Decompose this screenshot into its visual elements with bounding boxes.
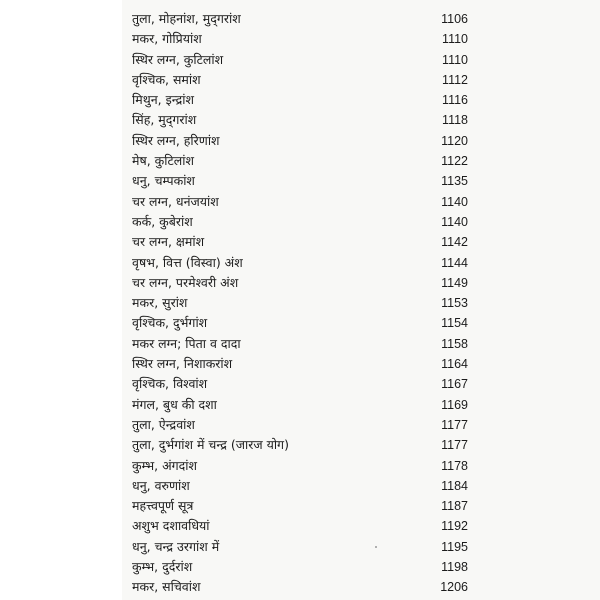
toc-entry-title: स्थिर लग्न, कुटिलांश [132, 51, 224, 67]
toc-entry-title: वृश्चिक, दुर्भगांश [132, 315, 208, 331]
toc-entry [132, 577, 468, 597]
toc-entry [132, 374, 468, 394]
toc-entry-page-number: 1142 [441, 235, 468, 250]
toc-entry [132, 110, 468, 130]
toc-entry-title: महत्त्वपूर्ण सूत्र [132, 498, 194, 514]
toc-entry-title: स्थिर लग्न, निशाकरांश [132, 356, 233, 372]
toc-entry [132, 273, 468, 293]
toc-entry-page-number: 1144 [441, 255, 468, 270]
toc-entry [132, 29, 468, 49]
toc-entry-page-number: 1118 [442, 113, 468, 128]
toc-entry-title: कर्क, कुबेरांश [132, 213, 193, 229]
toc-entry [132, 557, 468, 577]
toc-entry-page-number: 1110 [442, 32, 468, 47]
table-of-contents [132, 9, 468, 598]
toc-entry [132, 212, 468, 232]
toc-entry [132, 516, 468, 536]
toc-entry [132, 435, 468, 455]
toc-entry-page-number: 1112 [442, 72, 468, 87]
toc-entry-page-number: 1177 [441, 438, 468, 453]
toc-entry [132, 151, 468, 171]
toc-entry-page-number: 1140 [441, 214, 468, 229]
toc-entry-page-number: 1153 [441, 296, 468, 311]
toc-entry-page-number: 1198 [441, 560, 468, 575]
toc-entry-page-number: 1122 [441, 154, 468, 169]
toc-entry-title: धनु, वरुणांश [132, 477, 190, 493]
toc-entry [132, 496, 468, 516]
toc-entry [132, 456, 468, 476]
toc-entry [132, 90, 468, 110]
toc-entry [132, 313, 468, 333]
toc-entry-title: मकर, सचिवांश [132, 579, 201, 595]
toc-entry-page-number: 1195 [441, 539, 468, 554]
toc-entry-title: मंगल, बुध की दशा [132, 396, 217, 412]
toc-entry-page-number: 1184 [441, 478, 468, 493]
toc-entry-page-number: 1177 [441, 417, 468, 432]
toc-entry [132, 253, 468, 273]
toc-entry [132, 232, 468, 252]
toc-entry [132, 9, 468, 29]
toc-entry-page-number: 1135 [441, 174, 468, 189]
toc-entry-title: तुला, मोहनांश, मुद्‌गरांश [132, 11, 241, 26]
toc-entry-title: वृश्चिक, समांश [132, 71, 201, 87]
toc-entry [132, 50, 468, 70]
toc-entry-title: मकर, गोप्रियांश [132, 31, 202, 47]
toc-entry-page-number: 1120 [441, 133, 468, 148]
toc-entry-title: स्थिर लग्न, हरिणांश [132, 132, 220, 148]
toc-entry-title: चर लग्न, क्षमांश [132, 234, 205, 250]
toc-entry-title: कुम्भ, अंगदांश [132, 457, 198, 473]
toc-entry-title: कुम्भ, दुर्दरांश [132, 559, 193, 575]
toc-entry [132, 70, 468, 90]
toc-entry-title: धनु, चम्पकांश [132, 173, 195, 189]
toc-entry-title: वृश्चिक, विश्वांश [132, 376, 208, 392]
toc-entry-page-number: 1140 [441, 194, 468, 209]
toc-entry-page-number: 1110 [442, 52, 468, 67]
toc-entry [132, 131, 468, 151]
toc-entry-title: सिंह, मुद्‌गरांश [132, 112, 197, 128]
toc-entry-page-number: 1206 [440, 580, 468, 595]
toc-entry-page-number: 1158 [441, 336, 468, 351]
toc-entry-title: चर लग्न, धनंजयांश [132, 193, 219, 209]
toc-entry-title: मकर, सुरांश [132, 295, 188, 311]
toc-entry [132, 171, 468, 191]
toc-entry-page-number: 1178 [441, 458, 468, 473]
toc-entry-page-number: 1116 [442, 93, 468, 108]
toc-entry-title: मकर लग्न; पिता व दादा [132, 335, 241, 351]
toc-entry [132, 354, 468, 374]
toc-entry-page-number: 1187 [441, 499, 468, 514]
toc-entry-title: मेष, कुटिलांश [132, 153, 194, 169]
toc-entry-page-number: 1167 [441, 377, 468, 392]
toc-entry [132, 537, 468, 557]
toc-entry-title: वृषभ, वित्त (विस्वा) अंश [132, 254, 243, 270]
toc-entry [132, 192, 468, 212]
toc-entry [132, 476, 468, 496]
toc-entry-title: मिथुन, इन्द्रांश [132, 92, 194, 108]
toc-entry-page-number: 1154 [441, 316, 468, 331]
toc-entry-title: तुला, ऐन्द्रवांश [132, 416, 195, 432]
toc-entry [132, 334, 468, 354]
toc-entry-page-number: 1169 [441, 397, 468, 412]
toc-entry [132, 415, 468, 435]
toc-entry-title: तुला, दुर्भगांश में चन्द्र (जारज योग) [132, 437, 289, 453]
toc-entry [132, 293, 468, 313]
toc-entry-title: धनु, चन्द्र उरगांश में [132, 538, 220, 554]
toc-entry-page-number: 1149 [441, 275, 468, 290]
toc-entry-page-number: 1192 [441, 519, 468, 534]
toc-entry-page-number: 1164 [441, 357, 468, 372]
toc-entry-page-number: 1106 [441, 12, 468, 26]
toc-entry-title: अशुभ दशावधियां [132, 518, 210, 534]
toc-entry [132, 395, 468, 415]
toc-entry-title: चर लग्न, परमेश्वरी अंश [132, 274, 239, 290]
